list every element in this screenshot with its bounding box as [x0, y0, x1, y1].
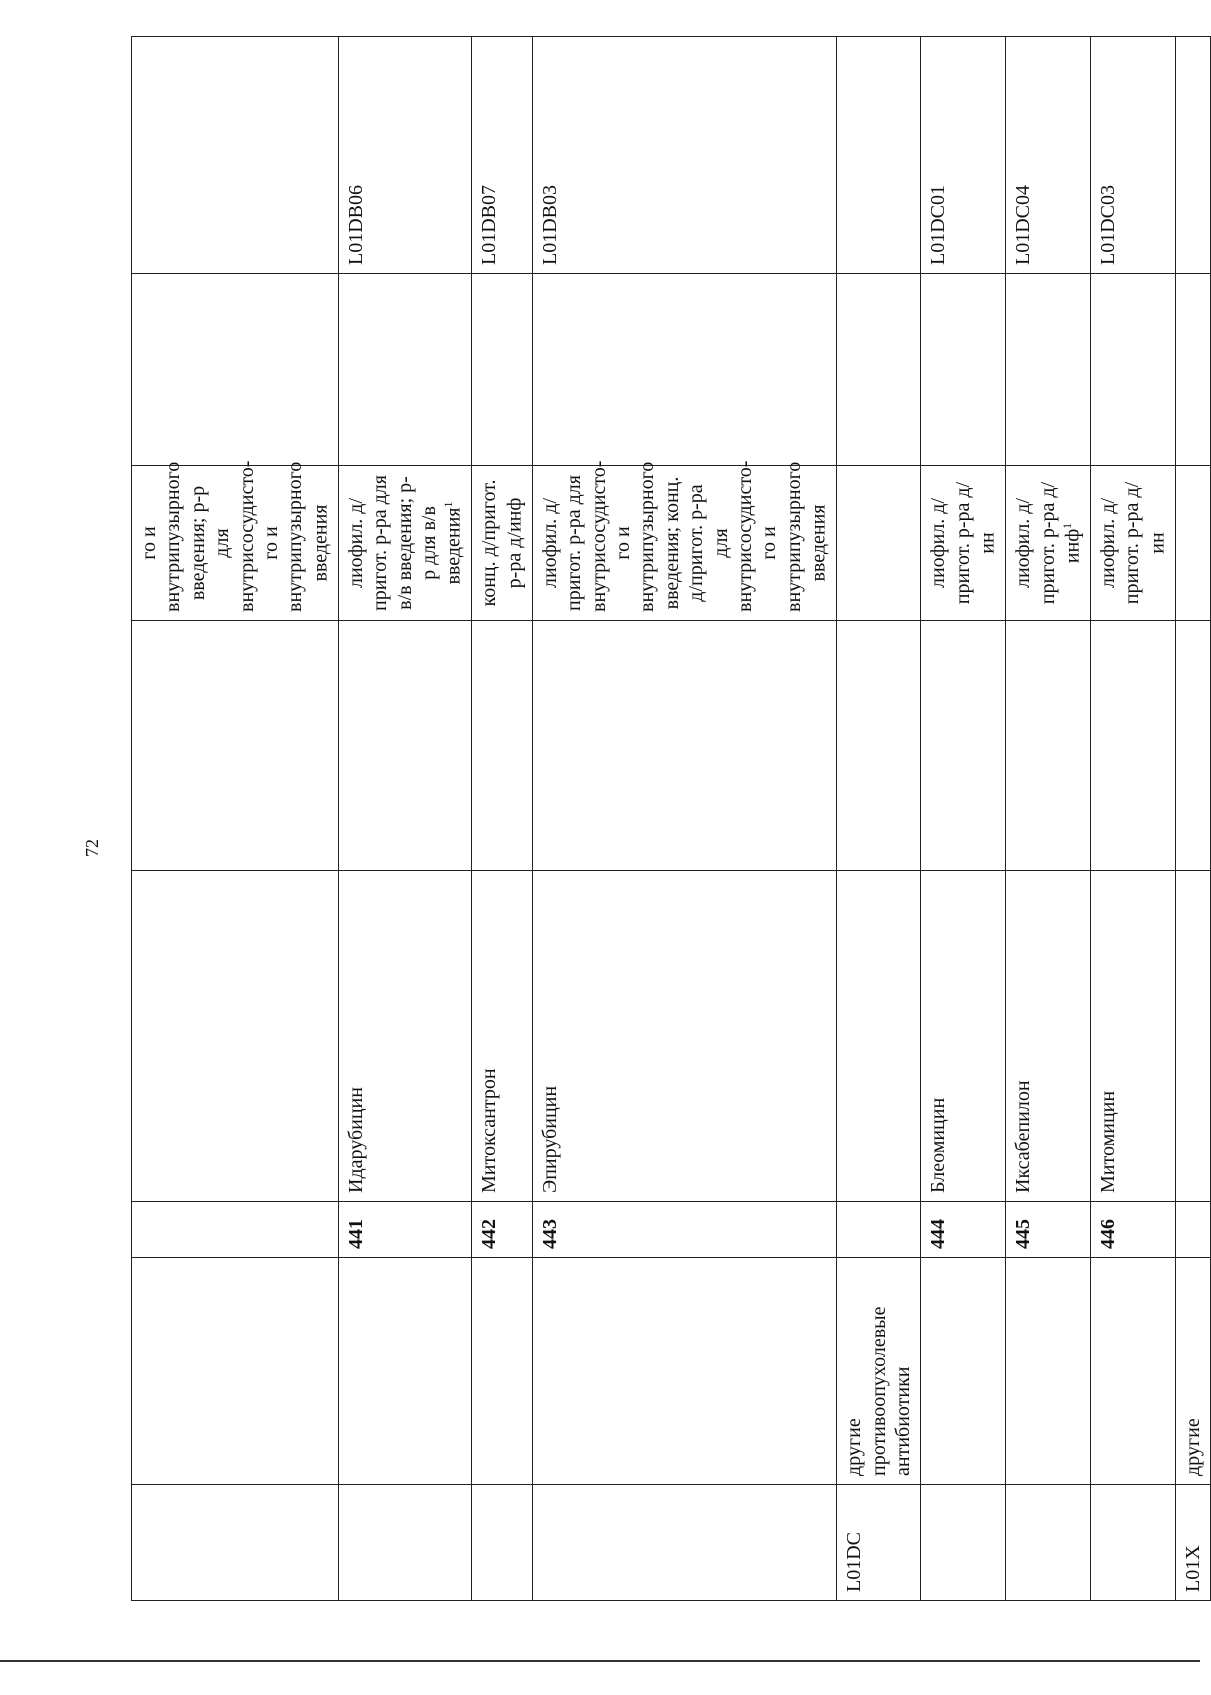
atc-code-text: L01DC03	[1097, 185, 1119, 265]
row-number-text: 445	[1012, 1219, 1035, 1249]
row-number-text: 442	[478, 1219, 501, 1249]
row-number-text: 446	[1097, 1219, 1119, 1249]
dosage-form-text: конц. д/пригот. р-ра д/инф	[478, 479, 526, 607]
row-number-text: 444	[927, 1219, 950, 1249]
dosage-form	[338, 466, 472, 621]
dosage-form	[1091, 466, 1176, 621]
table-row	[338, 37, 472, 1601]
atc-code-text: L01DC04	[1012, 185, 1035, 265]
table-row	[837, 37, 921, 1601]
dosage-form-text: лиофил. д/пригот. р-ра д/инф	[1012, 481, 1084, 605]
row-number-text: 441	[344, 1219, 367, 1249]
empty-cell	[1006, 621, 1091, 871]
row-number	[1175, 1202, 1210, 1258]
row-number	[1006, 1202, 1091, 1258]
dosage-form-text: лиофил. д/пригот. р-ра д/ин	[1097, 481, 1169, 605]
drug-name-text: Идарубицин	[344, 1087, 367, 1193]
atc-code-text: L01DC01	[927, 185, 950, 265]
atc-group-code	[532, 1485, 836, 1601]
drug-name	[1175, 871, 1210, 1202]
drug-name-text: Эпирубицин	[538, 1085, 561, 1193]
atc-group-code	[472, 1485, 532, 1601]
row-number	[532, 1202, 836, 1258]
atc-code	[1175, 37, 1210, 274]
group-name	[1006, 1258, 1091, 1485]
drug-name-text: Иксабепилон	[1012, 1080, 1035, 1193]
dosage-form-text: лиофил. д/пригот. р-ра для в/в введения; р-р для в/в введения	[344, 475, 465, 611]
empty-cell	[837, 274, 921, 466]
dosage-form	[1175, 466, 1210, 621]
group-name	[837, 1258, 921, 1485]
dosage-form	[1006, 466, 1091, 621]
atc-group-code-text: L01X	[1181, 1545, 1204, 1592]
empty-cell	[472, 621, 532, 871]
drug-name	[1091, 871, 1176, 1202]
atc-group-code	[1091, 1485, 1176, 1601]
table-row	[1175, 37, 1210, 1601]
drug-name	[472, 871, 532, 1202]
group-name	[921, 1258, 1006, 1485]
drug-name	[921, 871, 1006, 1202]
atc-code	[921, 37, 1006, 274]
row-number	[921, 1202, 1006, 1258]
empty-cell	[1006, 274, 1091, 466]
footnote-marker: 1	[441, 501, 456, 508]
empty-cell	[338, 274, 472, 466]
empty-cell	[1175, 621, 1210, 871]
empty-cell	[837, 621, 921, 871]
drug-name	[132, 871, 339, 1202]
dosage-form-text: лиофил. д/пригот. р-ра д/ин	[927, 481, 999, 605]
dosage-form	[132, 460, 339, 621]
dosage-form	[921, 466, 1006, 621]
row-number	[132, 1202, 339, 1258]
row-number-text: 443	[538, 1219, 561, 1249]
drug-name	[338, 871, 472, 1202]
empty-cell	[472, 274, 532, 466]
drug-name	[532, 871, 836, 1202]
group-name	[338, 1258, 472, 1485]
group-name	[132, 1258, 339, 1485]
group-name-text: другие	[1181, 1418, 1204, 1476]
drug-name-text: Митомицин	[1097, 1090, 1119, 1193]
table-row	[132, 37, 339, 1601]
atc-group-code	[837, 1485, 921, 1601]
empty-cell	[338, 621, 472, 871]
atc-code-text: L01DB03	[538, 185, 561, 265]
drug-name-text: Блеомицин	[927, 1097, 950, 1193]
group-name	[472, 1258, 532, 1485]
dosage-form	[837, 466, 921, 621]
empty-cell	[532, 621, 836, 871]
table-row	[1006, 37, 1091, 1601]
group-name	[1091, 1258, 1176, 1485]
table-row	[472, 37, 532, 1601]
group-name-text: другие противоопухолевые антибиотики	[843, 1306, 914, 1476]
row-number	[472, 1202, 532, 1258]
atc-code	[338, 37, 472, 274]
atc-code-text: L01DB06	[344, 185, 367, 265]
dosage-form	[532, 460, 836, 621]
dosage-form-text: го и внутрипузырного введения; р-р для внутрисосудисто-го и внутрипузырного введения	[138, 460, 332, 612]
atc-group-code	[1006, 1485, 1091, 1601]
dosage-form-text: лиофил. д/пригот. р-ра для внутрисосудисто-го и внутрипузырного введения; конц. д/пригот. р-ра для внутрисосудисто-го и внутрипузырного введения	[538, 460, 830, 612]
table-row	[1091, 37, 1176, 1601]
dosage-form	[472, 466, 532, 621]
empty-cell	[1091, 274, 1176, 466]
atc-code	[472, 37, 532, 274]
footnote-marker: 1	[1059, 522, 1074, 529]
row-number	[1091, 1202, 1176, 1258]
atc-group-code-text: L01DC	[843, 1532, 866, 1592]
row-number	[837, 1202, 921, 1258]
atc-group-code	[132, 1485, 339, 1601]
table-row	[532, 37, 836, 1601]
page-number: 72	[82, 839, 102, 857]
row-number	[338, 1202, 472, 1258]
atc-code	[132, 37, 339, 274]
empty-cell	[532, 274, 836, 466]
drug-table	[131, 36, 1211, 1601]
rotated-table-sheet	[131, 37, 1204, 1601]
table-row	[921, 37, 1006, 1601]
atc-group-code	[338, 1485, 472, 1601]
empty-cell	[921, 621, 1006, 871]
atc-code	[1091, 37, 1176, 274]
drug-name	[1006, 871, 1091, 1202]
group-name	[532, 1258, 836, 1485]
atc-code-text: L01DB07	[478, 185, 501, 265]
drug-name	[837, 871, 921, 1202]
drug-name-text: Митоксантрон	[478, 1068, 501, 1193]
empty-cell	[921, 274, 1006, 466]
atc-group-code	[1175, 1485, 1210, 1601]
atc-code	[837, 37, 921, 274]
group-name	[1175, 1258, 1210, 1485]
empty-cell	[1175, 274, 1210, 466]
atc-group-code	[921, 1485, 1006, 1601]
empty-cell	[132, 621, 339, 871]
empty-cell	[1091, 621, 1176, 871]
empty-cell	[132, 274, 339, 466]
page-bottom-rule	[0, 1660, 1200, 1662]
atc-code	[1006, 37, 1091, 274]
atc-code	[532, 37, 836, 274]
